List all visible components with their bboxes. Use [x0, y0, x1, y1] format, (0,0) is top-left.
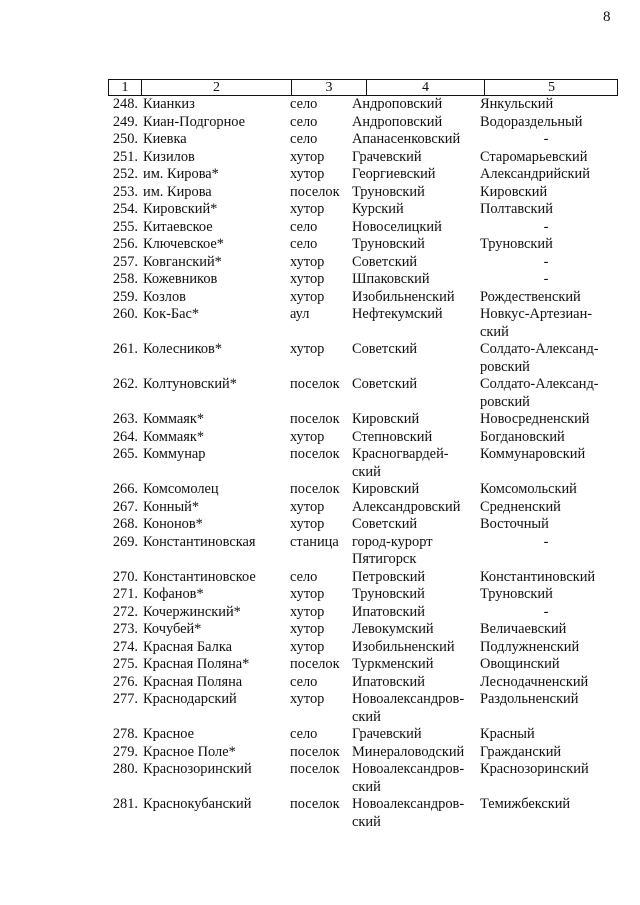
settlement-type: село: [290, 673, 318, 690]
table-row: [0, 639, 640, 657]
district-name: Советский: [352, 253, 418, 270]
table-row: [0, 761, 640, 796]
row-number: 266.: [112, 481, 138, 497]
settlement-type: село: [290, 96, 318, 112]
district-name: Кировский: [352, 411, 420, 427]
page-number: 8: [603, 9, 611, 25]
settlement-name: Киан-Подгорное: [143, 113, 246, 130]
settlement-name: Константиновская: [143, 533, 256, 550]
settlement-name: Красная Поляна: [143, 673, 243, 690]
row-number: 273.: [112, 621, 138, 637]
district-name: Кировский: [352, 481, 420, 497]
settlement-name: Коммунар: [143, 446, 206, 462]
council-name: Водораздельный: [480, 113, 583, 130]
district-name: Новоалександров- ский: [352, 796, 465, 830]
settlement-type: аул: [290, 306, 310, 322]
settlement-type: поселок: [290, 183, 340, 200]
settlement-name: Коммаяк*: [143, 411, 205, 427]
table-row: [0, 656, 640, 674]
settlement-type: поселок: [290, 376, 340, 392]
district-name: Петровский: [352, 568, 426, 585]
council-name: Коммунаровский: [480, 446, 586, 462]
council-name: Полтавский: [480, 201, 553, 217]
district-name: Грачевский: [352, 726, 422, 742]
row-number: 251.: [112, 148, 138, 165]
settlement-type: станица: [290, 533, 339, 550]
table-row: [0, 131, 640, 149]
table-row: [0, 114, 640, 132]
row-number: 249.: [112, 113, 138, 130]
settlement-name: Коммаяк*: [143, 428, 205, 445]
district-name: Ипатовский: [352, 673, 425, 690]
settlement-type: поселок: [290, 481, 340, 497]
council-name: Восточный: [480, 516, 549, 532]
settlement-name: Кожевников: [143, 271, 218, 287]
council-name: Труновский: [480, 236, 553, 252]
row-number: 263.: [112, 411, 138, 427]
council-name: -: [543, 271, 549, 287]
district-name: Андроповский: [352, 113, 443, 130]
settlement-type: поселок: [290, 796, 340, 812]
header-col-1: 1: [109, 79, 142, 96]
row-number: 267.: [112, 498, 138, 515]
settlement-type: поселок: [290, 656, 340, 672]
district-name: Новоселицкий: [352, 218, 442, 235]
row-number: 250.: [112, 131, 138, 147]
settlement-name: Красная Поляна*: [143, 656, 250, 672]
row-number: 265.: [112, 446, 138, 462]
settlement-type: хутор: [290, 271, 325, 287]
table-row: [0, 481, 640, 499]
row-number: 276.: [112, 673, 138, 690]
district-name: Новоалександров- ский: [352, 761, 465, 795]
settlement-name: им. Кирова: [143, 183, 212, 200]
council-name: -: [543, 253, 549, 270]
settlement-type: поселок: [290, 743, 340, 760]
settlement-name: Краснодарский: [143, 691, 237, 707]
council-name: Константиновский: [480, 568, 596, 585]
council-name: -: [543, 603, 549, 620]
settlement-type: хутор: [290, 341, 325, 357]
settlement-name: Кофанов*: [143, 586, 204, 602]
district-name: Красногвардей- ский: [352, 446, 449, 480]
row-number: 260.: [112, 306, 138, 322]
row-number: 262.: [112, 376, 138, 392]
council-name: Богдановский: [480, 428, 565, 445]
council-name: Краснозоринский: [480, 761, 589, 777]
row-number: 257.: [112, 253, 138, 270]
table-row: [0, 289, 640, 307]
row-number: 281.: [112, 796, 138, 812]
council-name: Труновский: [480, 586, 553, 602]
table-body: [0, 96, 640, 831]
table-row: [0, 376, 640, 411]
district-name: Шпаковский: [352, 271, 430, 287]
settlement-name: Киевка: [143, 131, 187, 147]
row-number: 253.: [112, 183, 138, 200]
district-name: Советский: [352, 376, 418, 392]
row-number: 261.: [112, 341, 138, 357]
settlement-name: Ковганский*: [143, 253, 222, 270]
settlement-name: Конный*: [143, 498, 200, 515]
row-number: 256.: [112, 236, 138, 252]
table-row: [0, 621, 640, 639]
district-name: Изобильненский: [352, 638, 455, 655]
settlement-name: Кианкиз: [143, 96, 195, 112]
district-name: город-курорт Пятигорск: [352, 533, 433, 567]
settlement-name: Краснокубанский: [143, 796, 252, 812]
settlement-type: село: [290, 113, 318, 130]
settlement-type: хутор: [290, 586, 325, 602]
council-name: Александрийский: [480, 166, 590, 182]
settlement-name: Комсомолец: [143, 481, 219, 497]
table-row: [0, 516, 640, 534]
table-row: [0, 726, 640, 744]
district-name: Новоалександров- ский: [352, 691, 465, 725]
header-col-3: 3: [292, 79, 367, 96]
row-number: 277.: [112, 691, 138, 707]
row-number: 271.: [112, 586, 138, 602]
table-row: [0, 446, 640, 481]
settlement-name: Кононов*: [143, 516, 203, 532]
table-row: [0, 341, 640, 376]
settlement-name: Кочубей*: [143, 621, 202, 637]
row-number: 280.: [112, 761, 138, 777]
settlement-name: Красное: [143, 726, 195, 742]
settlement-type: хутор: [290, 166, 325, 182]
row-number: 248.: [112, 96, 138, 112]
header-col-4: 4: [367, 79, 485, 96]
council-name: Красный: [480, 726, 535, 742]
table-row: [0, 569, 640, 587]
settlement-name: Краснозоринский: [143, 761, 252, 777]
district-name: Советский: [352, 341, 418, 357]
table-row: [0, 429, 640, 447]
table-row: [0, 411, 640, 429]
settlement-name: Ключевское*: [143, 236, 224, 252]
council-name: Солдато-Александ- ровский: [480, 341, 599, 375]
district-name: Грачевский: [352, 148, 422, 165]
row-number: 269.: [112, 533, 138, 550]
row-number: 278.: [112, 726, 138, 742]
row-number: 255.: [112, 218, 138, 235]
settlement-type: хутор: [290, 638, 325, 655]
table-row: [0, 149, 640, 167]
settlement-type: хутор: [290, 253, 325, 270]
council-name: Кировский: [480, 183, 548, 200]
row-number: 264.: [112, 428, 138, 445]
table-row: [0, 534, 640, 569]
row-number: 270.: [112, 568, 138, 585]
row-number: 274.: [112, 638, 138, 655]
district-name: Минераловодский: [352, 743, 465, 760]
table-row: [0, 586, 640, 604]
settlement-name: Колесников*: [143, 341, 223, 357]
council-name: Солдато-Александ- ровский: [480, 376, 599, 410]
district-name: Курский: [352, 201, 404, 217]
table-row: [0, 96, 640, 114]
settlement-name: Китаевское: [143, 218, 213, 235]
row-number: 279.: [112, 743, 138, 760]
district-name: Туркменский: [352, 656, 434, 672]
settlement-type: хутор: [290, 621, 325, 637]
table-row: [0, 674, 640, 692]
council-name: Старомарьевский: [480, 148, 588, 165]
settlement-name: Константиновское: [143, 568, 256, 585]
district-name: Степновский: [352, 428, 433, 445]
settlement-name: Козлов: [143, 288, 186, 305]
table-row: [0, 744, 640, 762]
settlement-type: село: [290, 131, 318, 147]
settlement-name: Кочержинский*: [143, 603, 241, 620]
council-name: -: [543, 218, 549, 235]
row-number: 258.: [112, 271, 138, 287]
council-name: Темижбекский: [480, 796, 571, 812]
settlement-type: хутор: [290, 201, 325, 217]
table-row: [0, 166, 640, 184]
table-row: [0, 271, 640, 289]
table-row: [0, 201, 640, 219]
council-name: Средненский: [480, 498, 561, 515]
settlement-name: Красная Балка: [143, 638, 232, 655]
settlement-name: Кизилов: [143, 148, 195, 165]
district-name: Нефтекумский: [352, 306, 443, 322]
settlement-name: Красное Поле*: [143, 743, 236, 760]
council-name: Новосредненский: [480, 411, 590, 427]
settlement-type: хутор: [290, 603, 325, 620]
settlement-name: Кок-Бас*: [143, 306, 200, 322]
header-col-5: 5: [548, 80, 555, 95]
settlement-type: хутор: [290, 428, 325, 445]
district-name: Александровский: [352, 498, 461, 515]
settlement-name: Кировский*: [143, 201, 218, 217]
council-name: Величаевский: [480, 621, 567, 637]
district-name: Ипатовский: [352, 603, 425, 620]
settlement-type: поселок: [290, 411, 340, 427]
district-name: Георгиевский: [352, 166, 436, 182]
table-row: [0, 604, 640, 622]
district-name: Труновский: [352, 183, 425, 200]
settlement-type: село: [290, 726, 318, 742]
district-name: Апанасенковский: [352, 131, 461, 147]
district-name: Труновский: [352, 236, 425, 252]
table-row: [0, 184, 640, 202]
district-name: Советский: [352, 516, 418, 532]
settlement-type: хутор: [290, 288, 325, 305]
settlement-type: хутор: [290, 498, 325, 515]
council-name: Раздольненский: [480, 691, 579, 707]
council-name: Комсомольский: [480, 481, 577, 497]
council-name: Рождественский: [480, 288, 581, 305]
table-row: [0, 796, 640, 831]
table-row: [0, 691, 640, 726]
table-row: [0, 236, 640, 254]
council-name: Новкус-Артезиан- ский: [480, 306, 593, 340]
district-name: Изобильненский: [352, 288, 455, 305]
table-row: [0, 219, 640, 237]
row-number: 272.: [112, 603, 138, 620]
row-number: 268.: [112, 516, 138, 532]
row-number: 259.: [112, 288, 138, 305]
settlement-type: хутор: [290, 691, 325, 707]
table-row: [0, 254, 640, 272]
council-name: Леснодачненский: [480, 673, 589, 690]
council-name: Подлужненский: [480, 638, 580, 655]
table-header: [108, 79, 618, 96]
settlement-type: село: [290, 236, 318, 252]
district-name: Труновский: [352, 586, 425, 602]
row-number: 254.: [112, 201, 138, 217]
settlement-type: село: [290, 218, 318, 235]
council-name: Овощинский: [480, 656, 560, 672]
settlement-type: поселок: [290, 446, 340, 462]
settlement-name: Колтуновский*: [143, 376, 237, 392]
table-row: [0, 499, 640, 517]
table-row: [0, 306, 640, 341]
settlement-name: им. Кирова*: [143, 166, 219, 182]
council-name: Янкульский: [480, 96, 554, 112]
settlement-type: поселок: [290, 761, 340, 777]
council-name: -: [543, 533, 549, 550]
district-name: Левокумский: [352, 621, 434, 637]
settlement-type: хутор: [290, 148, 325, 165]
settlement-type: село: [290, 568, 318, 585]
header-col-2: 2: [142, 79, 292, 96]
district-name: Андроповский: [352, 96, 443, 112]
row-number: 252.: [112, 166, 138, 182]
settlement-type: хутор: [290, 516, 325, 532]
council-name: Гражданский: [480, 743, 562, 760]
row-number: 275.: [112, 656, 138, 672]
council-name: -: [543, 131, 549, 147]
